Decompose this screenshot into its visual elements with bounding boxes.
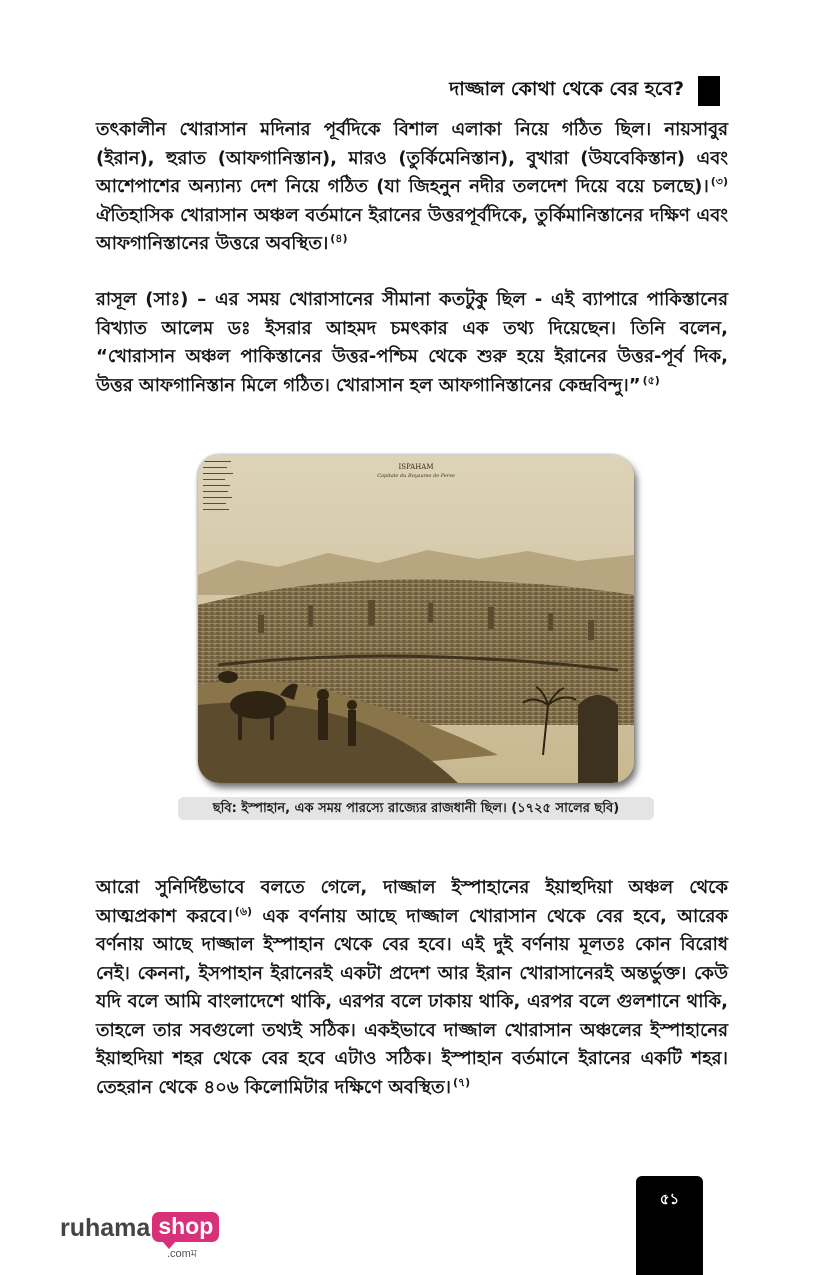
- engraving-subtitle: Capitale du Royaume de Perse: [377, 473, 455, 479]
- paragraph-khorasan-boundary: [96, 286, 728, 400]
- chapter-title: দাজ্জাল কোথা থেকে বের হবে?: [449, 78, 684, 100]
- header-marker-block: [698, 76, 720, 106]
- logo-shop-badge: shop: [152, 1212, 219, 1242]
- footnote-ref-3[interactable]: (৩): [710, 175, 728, 188]
- isfahan-engraving-figure: [198, 455, 634, 783]
- isfahan-engraving-image: [198, 455, 634, 783]
- footnote-ref-7[interactable]: (৭): [452, 1075, 471, 1089]
- paragraph-text: এক বর্ণনায় আছে দাজ্জাল খোরাসান থেকে বের হবে, আরেক বর্ণনায় আছে দাজ্জাল ইস্পাহান থেকে বের হবে। এই দুই বর্ণনায় মূলতঃ কোন বিরোধ নেই। কেননা, ইসপাহান ইরানেরই একটা প্রদেশ আর ইরান খোরাসানেরই অন্তর্ভুক্ত। কেউ যদি বলে আমি বাংলাদেশে থাকি, এরপর বলে ঢাকায় থাকি, এরপর বলে গুলশানে থাকি, তাহলে তার সবগুলো তথ্যই সঠিক। একইভাবে দাজ্জাল খোরাসান অঞ্চলের ইস্পাহানের ইয়াহুদিয়া শহর থেকে বের হবে এটাও সঠিক। ইস্পাহান বর্তমানে ইরানের একটি শহর। তেহরান থেকে ৪০৬ কিলোমিটার দক্ষিণে অবস্থিত।: [96, 905, 728, 1098]
- figure-caption: ছবি: ইস্পাহান, এক সময় পারস্যে রাজ্যের রাজধানী ছিল। (১৭২৫ সালের ছবি): [178, 797, 654, 820]
- logo-domain: .comম: [167, 1248, 197, 1260]
- page-number: ৫১: [659, 1190, 680, 1208]
- footnote-ref-5[interactable]: (৫): [642, 373, 660, 387]
- footnote-ref-6[interactable]: (৬): [234, 904, 253, 918]
- paragraph-text: আরো সুনির্দিষ্টভাবে বলতে গেলে, দাজ্জাল ইস্পাহানের ইয়াহুদিয়া অঞ্চল থেকে আত্মপ্রকাশ করবে।: [96, 877, 728, 927]
- ruhama-shop-logo[interactable]: [60, 1212, 219, 1258]
- paragraph-text: রাসূল (সাঃ) – এর সময় খোরাসানের সীমানা কতটুকু ছিল - এই ব্যাপারে পাকিস্তানের বিখ্যাত আলেম ডঃ ইসরার আহমদ চমৎকার এক তথ্য দিয়েছেন। তিনি বলেন, “খোরাসান অঞ্চল পাকিস্তানের উত্তর-পশ্চিম থেকে শুরু হয়ে ইরানের উত্তর-পূর্ব দিক, উত্তর আফগানিস্তান মিলে গঠিত। খোরাসান হল আফগানিস্তানের কেন্দ্রবিন্দু।”: [96, 289, 728, 396]
- engraving-title: ISPAHAM: [398, 463, 434, 471]
- page-number-tab: [636, 1176, 703, 1275]
- footnote-ref-4[interactable]: (৪): [330, 232, 348, 245]
- paragraph-text: ঐতিহাসিক খোরাসান অঞ্চল বর্তমানে ইরানের উত্তরপূর্বদিকে, তুর্কিমানিস্তানের দক্ষিণ এবং আফগানিস্তানের উত্তরে অবস্থিত।: [96, 204, 728, 254]
- paragraph-isfahan: [96, 874, 728, 1102]
- paragraph-text: তৎকালীন খোরাসান মদিনার পূর্বদিকে বিশাল এলাকা নিয়ে গঠিত ছিল। নায়সাবুর (ইরান), হুরাত (আফগানিস্তান), মারও (তুর্কিমেনিস্তান), বুখারা (উযবেকিস্তান) এবং আশেপাশের অন্যান্য দেশ নিয়ে গঠিত (যা জিহনুন নদীর তলদেশ দিয়ে বয়ে চলছে)।: [96, 119, 728, 197]
- paragraph-khorasan-extent: [96, 116, 728, 259]
- running-header: [449, 76, 720, 106]
- logo-wordmark: ruhama: [60, 1214, 151, 1242]
